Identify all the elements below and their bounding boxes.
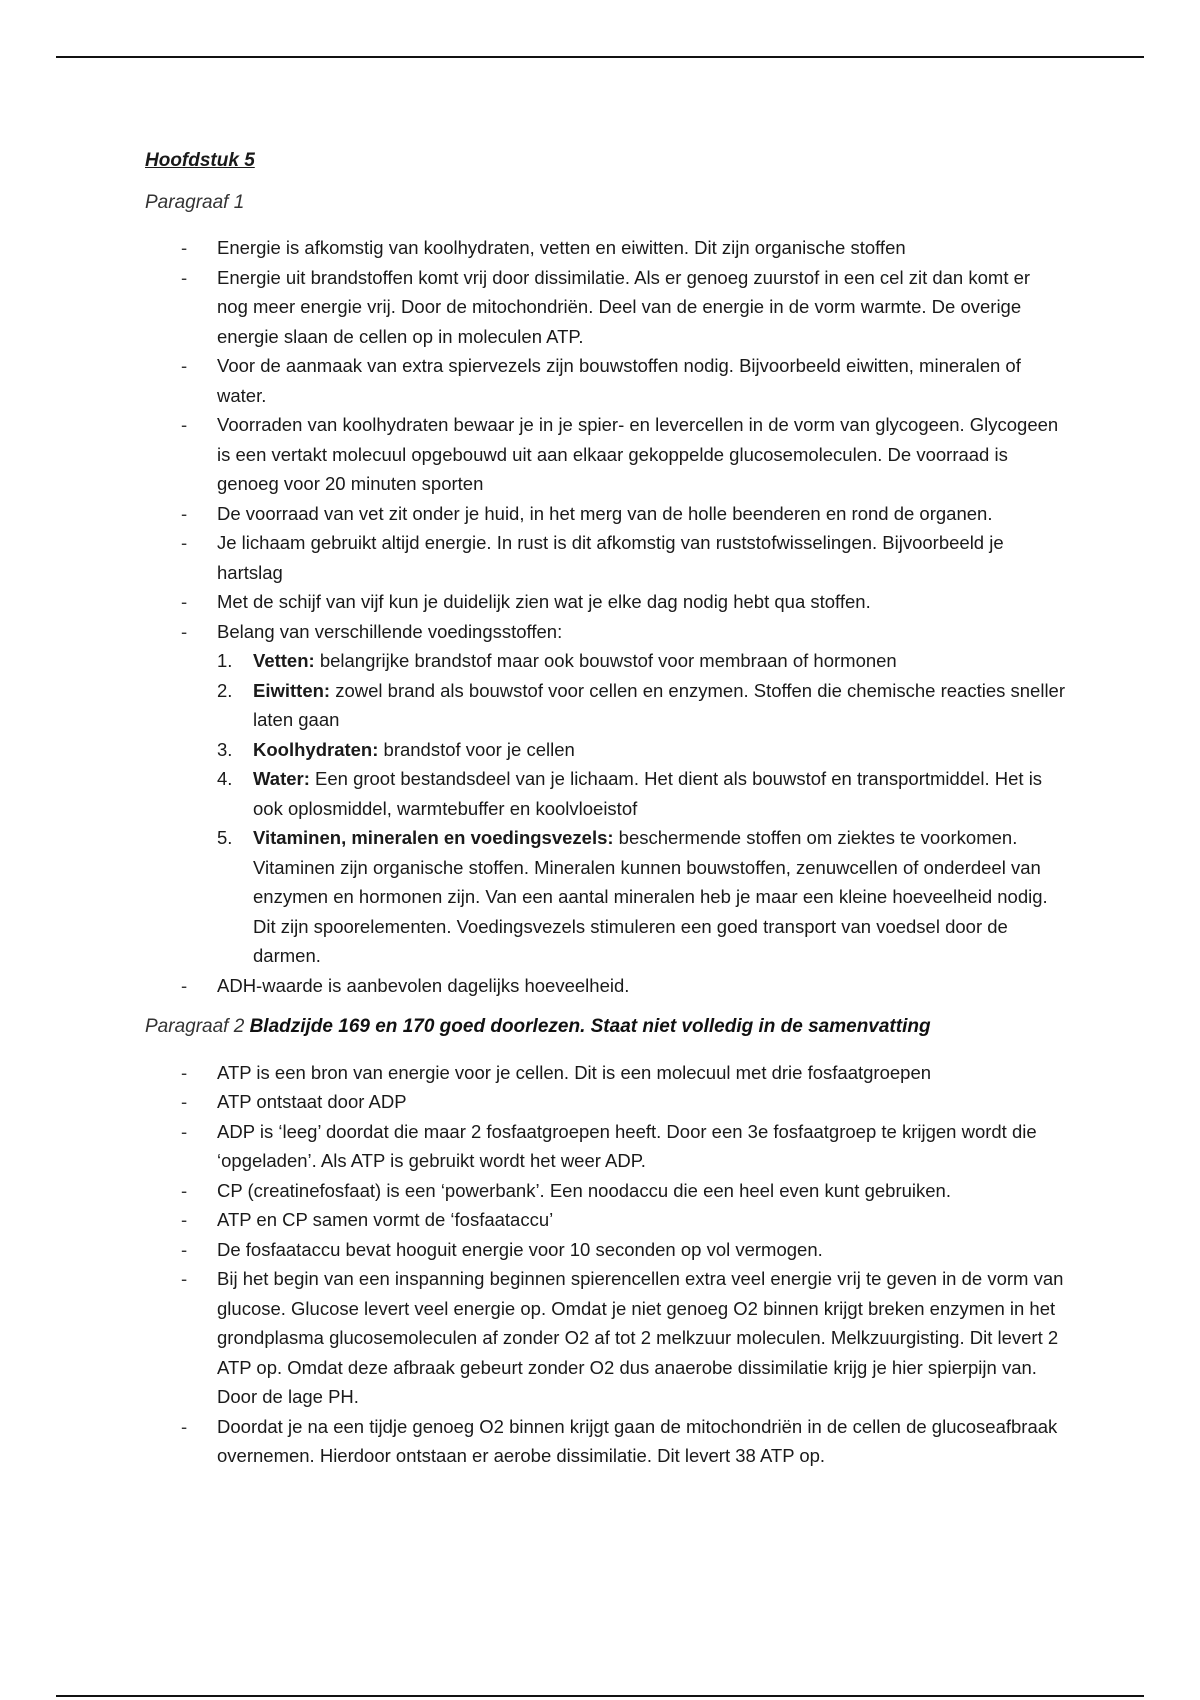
nutrients-intro: Belang van verschillende voedingsstoffen:	[217, 620, 563, 642]
nutrient-text: Een groot bestandsdeel van je lichaam. Het dient als bouwstof en transportmiddel. Het is ook oplosmiddel, warmtebuffer en koolvloeistof	[253, 768, 1043, 819]
chapter-title: Hoofdstuk 5	[145, 150, 255, 171]
section2-list	[145, 1058, 1065, 1471]
nutrient-term: Koolhydraten:	[253, 738, 379, 760]
list-item: - De fosfaataccu bevat hooguit energie voor 10 seconden op vol vermogen.	[217, 1235, 1065, 1265]
list-item: - Met de schijf van vijf kun je duidelijk zien wat je elke dag nodig hebt qua stoffen.	[217, 587, 1065, 617]
nutrient-item	[217, 764, 1065, 823]
list-item: - ADH-waarde is aanbevolen dagelijks hoeveelheid.	[217, 971, 1065, 1001]
header-rule	[56, 56, 1144, 58]
list-item-nutrients	[217, 617, 1065, 971]
list-item: - Voor de aanmaak van extra spiervezels zijn bouwstoffen nodig. Bijvoorbeeld eiwitten, mineralen of water.	[217, 351, 1065, 410]
list-item: - ATP is een bron van energie voor je cellen. Dit is een molecuul met drie fosfaatgroepen	[217, 1058, 1065, 1088]
footer-rule	[56, 1695, 1144, 1697]
section2-note: Bladzijde 169 en 170 goed doorlezen. Staat niet volledig in de samenvatting	[249, 1016, 931, 1037]
section1-list	[145, 233, 1065, 1000]
list-item: - ADP is ‘leeg’ doordat die maar 2 fosfaatgroepen heeft. Door een 3e fosfaatgroep te krijgen wordt die ‘opgeladen’. Als ATP is gebruikt wordt het weer ADP.	[217, 1117, 1065, 1176]
nutrient-item	[217, 676, 1066, 735]
section2-title-text: Paragraaf 2	[145, 1016, 245, 1037]
nutrient-number: 1.	[217, 650, 233, 671]
list-item: - ATP en CP samen vormt de ‘fosfaataccu’	[217, 1205, 1065, 1235]
list-item: - Voorraden van koolhydraten bewaar je in je spier- en levercellen in de vorm van glycogeen. Glycogeen is een vertakt molecuul opgebouwd uit aan elkaar gekoppelde glucosemoleculen. De voorraad is genoeg voor 20 minuten sporten	[217, 410, 1065, 499]
nutrient-number: 4.	[217, 768, 233, 789]
list-item: - De voorraad van vet zit onder je huid, in het merg van de holle beenderen en rond de organen.	[217, 499, 1065, 529]
list-item: - ATP ontstaat door ADP	[217, 1087, 1065, 1117]
section2-title	[145, 1012, 1065, 1042]
nutrient-item	[217, 823, 1065, 971]
nutrient-number: 3.	[217, 738, 233, 760]
section1-title	[145, 188, 1065, 218]
nutrient-text: beschermende stoffen om ziektes te voorkomen. Vitaminen zijn organische stoffen. Mineralen kunnen bouwstoffen, zenuwcellen of onderdeel van enzymen en hormonen zijn. Van een aantal mineralen heb je maar een kleine hoeveelheid nodig. Dit zijn spoorelementen. Voedingsvezels stimuleren een goed transport van voedsel door de darmen.	[253, 827, 1048, 966]
nutrient-item	[217, 735, 1065, 765]
nutrient-text: brandstof voor je cellen	[378, 738, 575, 760]
document-body	[145, 140, 1065, 1471]
list-item: - CP (creatinefosfaat) is een ‘powerbank’. Een noodaccu die een heel even kunt gebruiken.	[217, 1176, 1065, 1206]
nutrient-term: Eiwitten:	[253, 679, 331, 701]
nutrient-list	[217, 646, 1065, 971]
nutrient-text: zowel brand als bouwstof voor cellen en enzymen. Stoffen die chemische reacties sneller laten gaan	[253, 679, 1066, 730]
nutrient-term: Vetten:	[253, 650, 315, 671]
nutrient-text: belangrijke brandstof maar ook bouwstof voor membraan of hormonen	[314, 650, 897, 671]
nutrient-number: 2.	[217, 679, 233, 701]
list-item: - Je lichaam gebruikt altijd energie. In rust is dit afkomstig van ruststofwisselingen. Bijvoorbeeld je hartslag	[217, 528, 1065, 587]
section1-title-text: Paragraaf 1	[145, 191, 245, 213]
nutrient-item	[217, 646, 1065, 676]
list-item: - Bij het begin van een inspanning beginnen spierencellen extra veel energie vrij te geven in de vorm van glucose. Glucose levert veel energie op. Omdat je niet genoeg O2 binnen krijgt breken enzymen in het grondplasma glucosemoleculen af zonder O2 af tot 2 melkzuur moleculen. Melkzuurgisting. Dit levert 2 ATP op. Omdat deze afbraak gebeurt zonder O2 dus anaerobe dissimilatie krijg je hier spierpijn van. Door de lage PH.	[217, 1264, 1065, 1412]
list-item: - Energie is afkomstig van koolhydraten, vetten en eiwitten. Dit zijn organische stoffen	[217, 233, 1065, 263]
nutrient-term: Vitaminen, mineralen en voedingsvezels:	[253, 827, 614, 848]
nutrient-term: Water:	[253, 768, 310, 789]
nutrient-number: 5.	[217, 827, 233, 848]
list-item: - Energie uit brandstoffen komt vrij door dissimilatie. Als er genoeg zuurstof in een cel zit dan komt er nog meer energie vrij. Door de mitochondriën. Deel van de energie in de vorm warmte. De overige energie slaan de cellen op in moleculen ATP.	[217, 263, 1065, 352]
list-item: - Doordat je na een tijdje genoeg O2 binnen krijgt gaan de mitochondriën in de cellen de glucoseafbraak overnemen. Hierdoor ontstaan er aerobe dissimilatie. Dit levert 38 ATP op.	[217, 1412, 1065, 1471]
